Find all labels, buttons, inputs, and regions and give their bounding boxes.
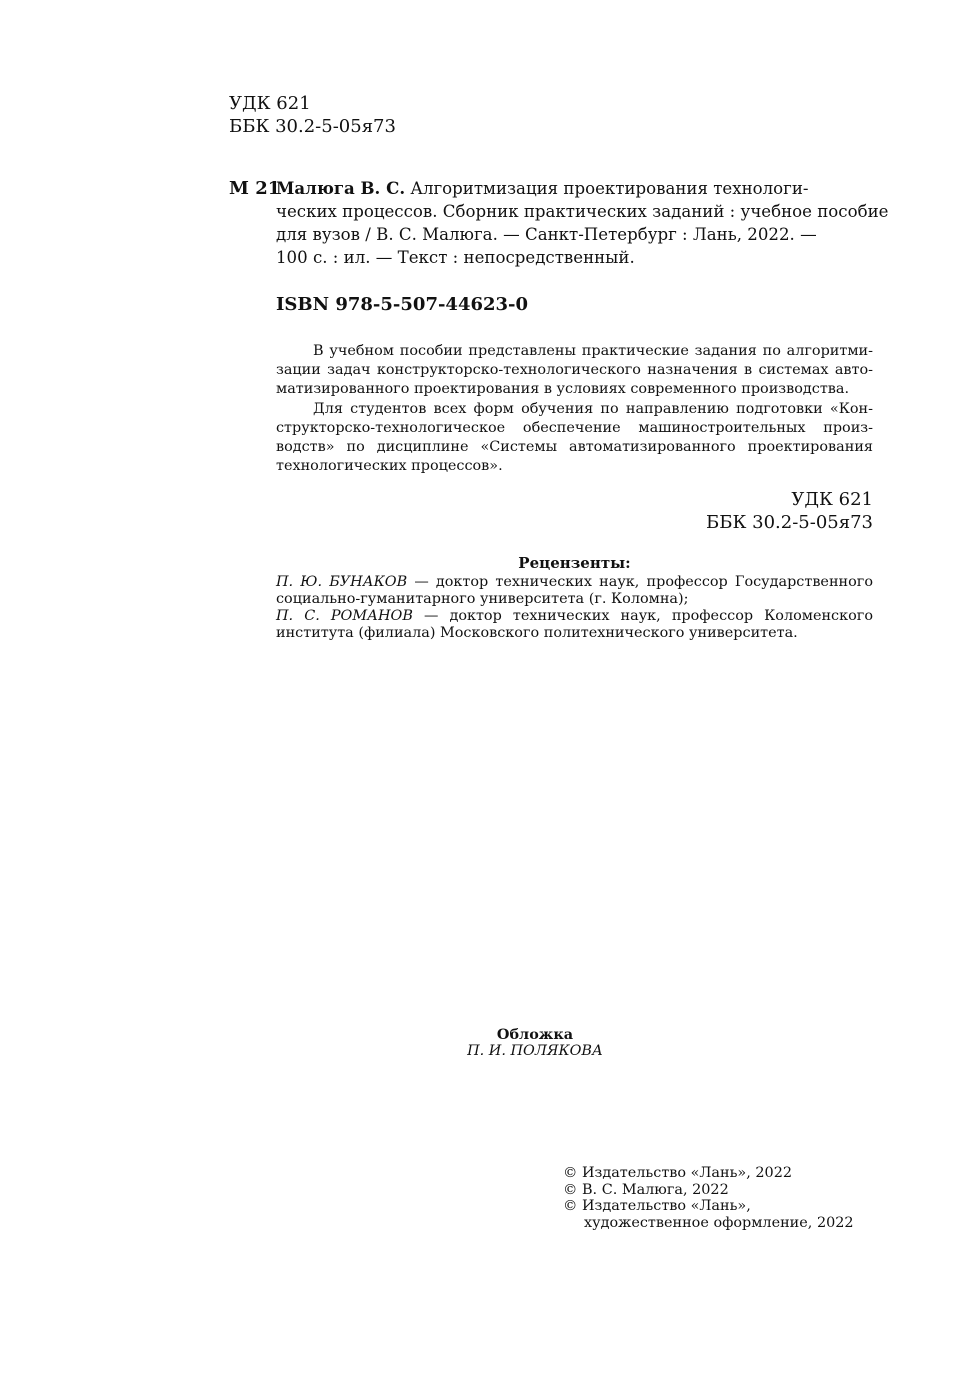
- cover-credit: [276, 1026, 794, 1060]
- classification-codes-top: [229, 92, 396, 138]
- udk-code: УДК 621: [791, 489, 873, 510]
- reviewer-1-line-2: социально-гуманитарного университета (г. Коломна);: [276, 591, 689, 607]
- abstract-line: зации задач конструкторско-технологического назначения в системах авто-: [276, 362, 873, 379]
- reviewer-2-credentials: — доктор технических наук, профессор Коломенского: [412, 608, 873, 624]
- abstract-line: водств» по дисциплине «Системы автоматизированного проектирования: [276, 439, 873, 456]
- biblio-line-3: для вузов / В. С. Малюга. — Санкт-Петербург : Лань, 2022. —: [276, 225, 817, 244]
- copyright-line: © Издательство «Лань»,: [563, 1198, 751, 1214]
- copyright-line: © Издательство «Лань», 2022: [563, 1165, 793, 1181]
- biblio-line-1: [276, 177, 873, 200]
- biblio-line-4: 100 с. : ил. — Текст : непосредственный.: [276, 248, 635, 267]
- biblio-line-2: ческих процессов. Сборник практических заданий : учебное пособие: [276, 202, 889, 221]
- classification-codes-bottom: [706, 488, 873, 534]
- reviewer-1-line-1: [276, 574, 873, 591]
- reviewer-1-credentials: — доктор технических наук, профессор Государственного: [407, 574, 873, 590]
- reviewer-2-line-2: института (филиала) Московского политехнического университета.: [276, 625, 798, 641]
- isbn: ISBN 978-5-507-44623-0: [276, 294, 529, 315]
- abstract-line: матизированного проектирования в условиях современного производства.: [276, 381, 850, 398]
- reviewer-1-name: П. Ю. БУНАКОВ: [276, 574, 408, 590]
- bibliographic-description: [276, 177, 889, 269]
- abstract-line: технологических процессов».: [276, 458, 503, 475]
- abstract-line: структорско-технологическое обеспечение машиностроительных произ-: [276, 419, 873, 436]
- udk-code: УДК 621: [229, 93, 311, 114]
- abstract-line: В учебном пособии представлены практические задания по алгоритми-: [313, 343, 873, 359]
- author-sign: М 21: [229, 178, 281, 199]
- cover-label: Обложка: [496, 1026, 574, 1043]
- reviewers-heading: Рецензенты:: [518, 554, 631, 572]
- abstract: [276, 342, 873, 476]
- author-name: Малюга В. С.: [276, 178, 406, 198]
- reviewer-2-line-1: [276, 608, 873, 625]
- copyright-block: [563, 1165, 854, 1231]
- copyright-line: © В. С. Малюга, 2022: [563, 1181, 729, 1198]
- abstract-line: Для студентов всех форм обучения по направлению подготовки «Кон-: [313, 400, 873, 417]
- biblio-title-start: Алгоритмизация проектирования технологи-: [405, 179, 809, 198]
- bbk-code: ББК 30.2-5-05я73: [229, 116, 396, 137]
- bbk-code: ББК 30.2-5-05я73: [706, 512, 873, 533]
- reviewer-2-name: П. С. РОМАНОВ: [276, 608, 413, 624]
- cover-designer: П. И. ПОЛЯКОВА: [467, 1043, 603, 1059]
- copyright-line: художественное оформление, 2022: [584, 1214, 854, 1231]
- reviewers-list: [276, 574, 873, 642]
